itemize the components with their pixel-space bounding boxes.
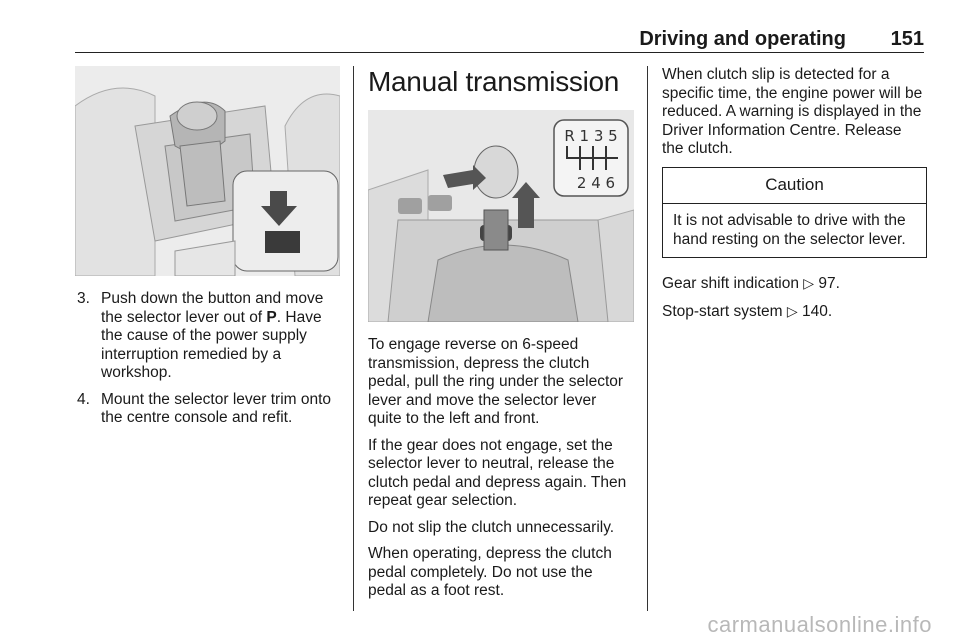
column-left [75,66,340,436]
paragraph: If the gear does not engage, set the selector lever to neutral, release the clutch pedal and depress again. Then repeat gear selection. [368,436,627,509]
cross-reference [662,302,927,322]
ref-label: Gear shift indication [662,275,804,292]
page-header [75,28,924,53]
section-title: Driving and operating [639,28,846,50]
caution-title: Caution [663,168,926,205]
page-ref-icon: ▷ [803,275,815,291]
step-item [75,290,340,383]
paragraph: When operating, depress the clutch pedal completely. Do not use the pedal as a foot rest. [368,545,612,599]
gear-pattern-top: R 1 3 5 [564,127,618,145]
page-number: 151 [890,28,924,50]
column-middle [368,66,634,609]
manual-gearshift-illustration [368,110,634,322]
paragraph: When clutch slip is detected for a specific time, the engine power will be reduced. A warning is displayed in the Driver Information Centre. Release the clutch. [662,66,923,157]
park-position-label: P [266,308,277,326]
selector-lever-illustration [75,66,340,276]
step-text: . Have the cause of the power supply interruption remedied by a workshop. [101,308,322,381]
gear-pattern-bottom: 2 4 6 [576,174,616,192]
step-text: Push down the button and move the selector lever out of [101,290,324,326]
page-ref-icon: ▷ [786,302,798,319]
ref-page: 97. [814,275,840,292]
step-item [75,391,340,428]
watermark: carmanualsonline.info [707,612,932,637]
paragraph-group [368,336,634,601]
caution-text: It is not advisable to drive with the hand resting on the selector lever. [673,212,906,248]
paragraph: Do not slip the clutch unnecessarily. [368,518,615,536]
column-right [662,66,927,329]
paragraph: To engage reverse on 6-speed transmission, depress the clutch pedal, pull the ring under the selector lever and move the selector lever quite to the left and front. [368,336,624,427]
ref-page: 140. [797,302,833,320]
caution-box [662,167,927,259]
column-divider [353,66,354,611]
step-number: 4. [77,390,90,408]
instruction-steps [75,290,340,428]
ref-label: Stop-start system [662,302,787,320]
column-divider [647,66,648,611]
section-heading: Manual transmission [368,66,620,97]
step-number: 3. [77,290,90,307]
cross-reference [662,274,927,294]
step-text: Mount the selector lever trim onto the centre console and refit. [101,390,332,426]
